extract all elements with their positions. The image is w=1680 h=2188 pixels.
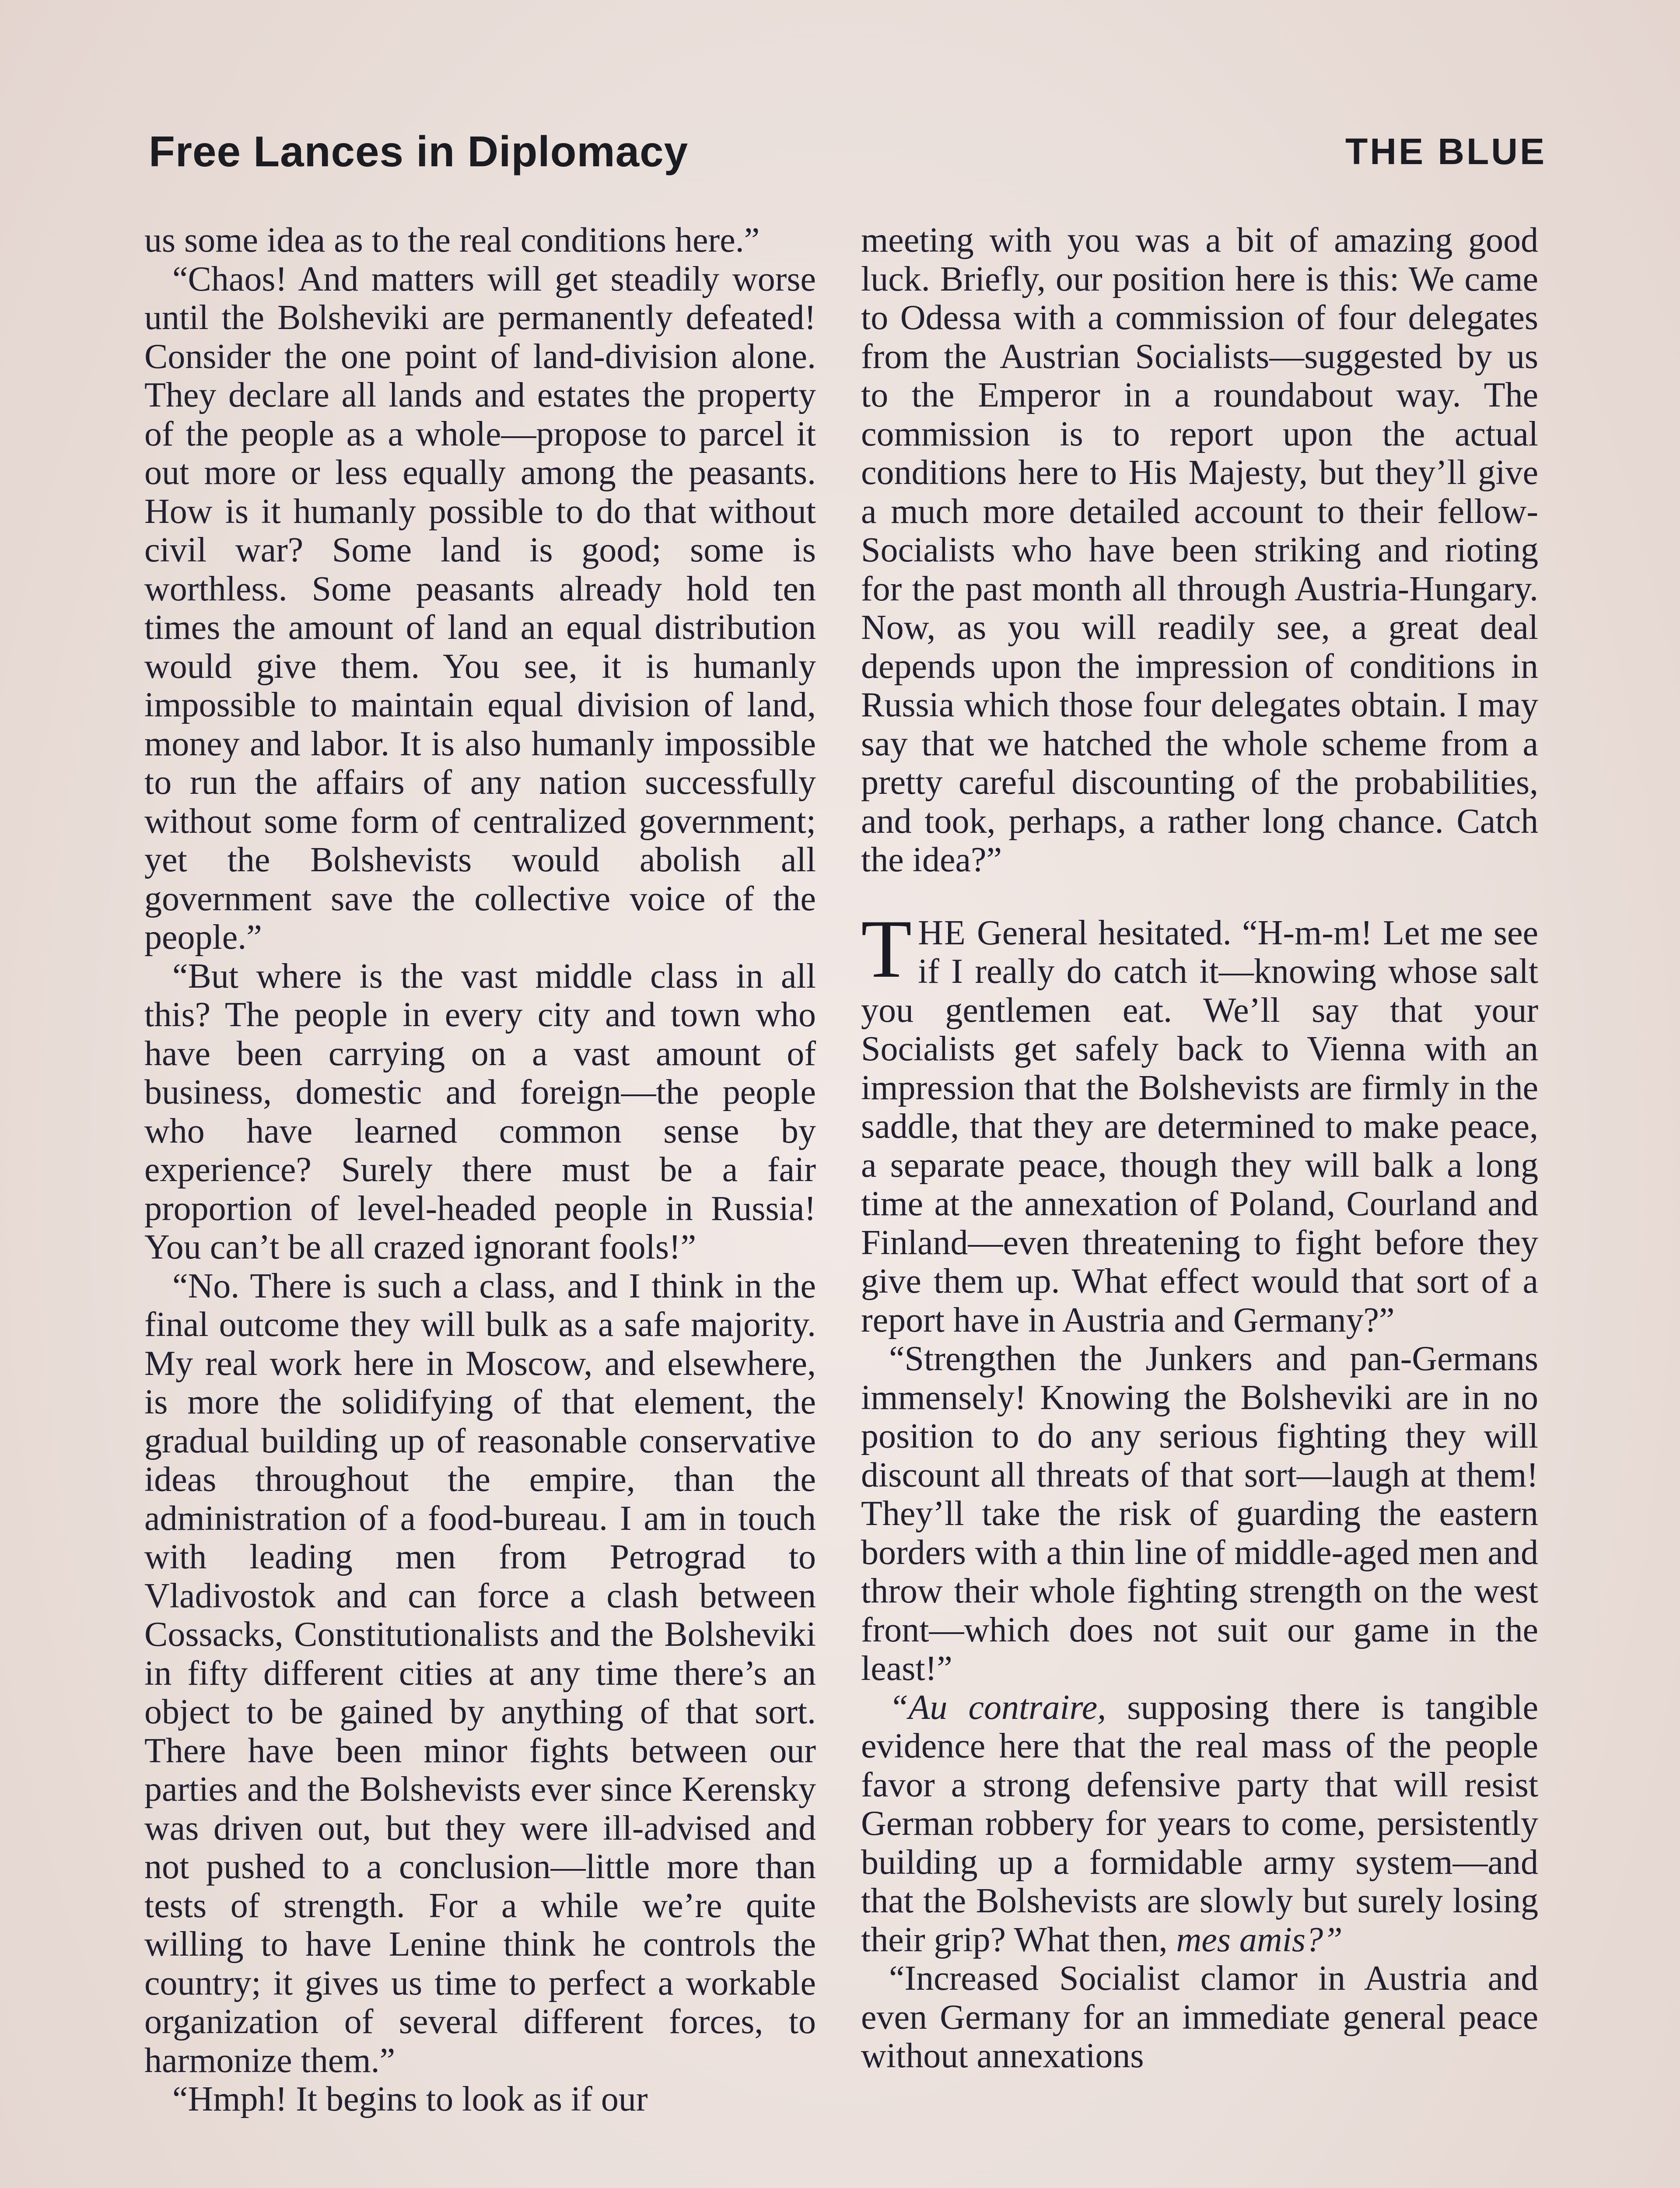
paragraph: “No. There is such a class, and I think in the final outcome they will bulk as a safe majority. My real work here in Moscow, and elsewhere, is more the solidifying of that element, the gradual building up of reasonable conservative ideas throughout the empire, than the administration of a food-bureau. I am in touch with leading men from Petrograd to Vladivostok and can force a clash between Cossacks, Constitutionalists and the Bolsheviki in fifty different cities at any time there’s an object to be gained by anything of that sort. There have been minor fights between our parties and the Bolshevists ever since Kerensky was driven out, but they were ill-advised and not pushed to a conclusion—little more than tests of strength. For a while we’re quite willing to have Lenine think he controls the country; it gives us time to perfect a workable organization of several different forces, to harmonize them.” bbox=[144, 1266, 816, 2080]
paragraph: “Strengthen the Junkers and pan-Germans immensely! Knowing the Bolsheviki are in no position to do any serious fighting they will discount all threats of that sort—laugh at them! They’ll take the risk of guarding the eastern borders with a thin line of middle-aged men and throw their whole fighting strength on the west front—which does not suit our game in the least!” bbox=[861, 1339, 1538, 1688]
paragraph: “Increased Socialist clamor in Austria and even Germany for an immediate general peace without annexations bbox=[861, 1959, 1538, 2075]
paragraph: “But where is the vast middle class in all this? The people in every city and town who have been carrying on a vast amount of business, domestic and foreign—the people who have learned common sense by experience? Surely there must be a fair proportion of level-headed people in Russia! You can’t be all crazed ignorant fools!” bbox=[144, 957, 816, 1266]
running-head bbox=[149, 127, 1547, 188]
paragraph bbox=[861, 1688, 1538, 1960]
italic-phrase: “Au contraire, bbox=[889, 1688, 1106, 1727]
paragraph-with-dropcap bbox=[861, 903, 1538, 1340]
paragraph: meeting with you was a bit of amazing good luck. Briefly, our position here is this: We came to Odessa with a commission of four delegates from the Austrian Socialists—suggested by us to the Emperor in a roundabout way. The commission is to report upon the actual conditions here to His Majesty, but they’ll give a much more detailed account to their fellow-Socialists who have been striking and rioting for the past month all through Austria-Hungary. Now, as you will readily see, a great deal depends upon the impression of conditions in Russia which those four delegates obtain. I may say that we hatched the whole scheme from a pretty careful discounting of the probabilities, and took, perhaps, a rather long chance. Catch the idea?” bbox=[861, 221, 1538, 879]
drop-cap: T bbox=[861, 903, 912, 995]
article-title: Free Lances in Diplomacy bbox=[149, 127, 689, 175]
left-column bbox=[144, 221, 816, 2119]
italic-phrase: mes amis?” bbox=[1176, 1920, 1343, 1959]
paragraph: “Chaos! And matters will get steadily worse until the Bolsheviki are permanently defeated! Consider the one point of land-division alone. They declare all lands and estates the property of the people as a whole—propose to parcel it out more or less equally among the peasants. How is it humanly possible to do that without civil war? Some land is good; some is worthless. Some peasants already hold ten times the amount of land an equal distribution would give them. You see, it is humanly impossible to maintain equal division of land, money and labor. It is also humanly impossible to run the affairs of any nation successfully without some form of centralized government; yet the Bolshevists would abolish all government save the collective voice of the people.” bbox=[144, 259, 816, 957]
right-column bbox=[861, 221, 1538, 2076]
small-caps-lead: HE bbox=[918, 913, 966, 952]
paragraph: “Hmph! It begins to look as if our bbox=[172, 2080, 648, 2118]
paragraph-text: General hesitated. “H-m-m! Let me see if I really do catch it—knowing whose salt you gentlemen eat. We’ll say that your Socialists get safely back to Vienna with an impression that the Bolshevists are firmly in the saddle, that they are determined to make peace, a separate peace, though they will balk a long time at the annexation of Poland, Courland and Finland—even threatening to fight before they give them up. What effect would that sort of a report have in Austria and Germany?” bbox=[861, 913, 1538, 1339]
paragraph-text: supposing there is tangible evidence here that the real mass of the people favor a strong defensive party that will resist German robbery for years to come, persistently building up a formidable army system—and that the Bolshevists are slowly but surely losing their grip? What then, bbox=[861, 1688, 1538, 1959]
paragraph: us some idea as to the real conditions here.” bbox=[144, 221, 760, 259]
magazine-title: THE BLUE bbox=[1345, 131, 1547, 172]
